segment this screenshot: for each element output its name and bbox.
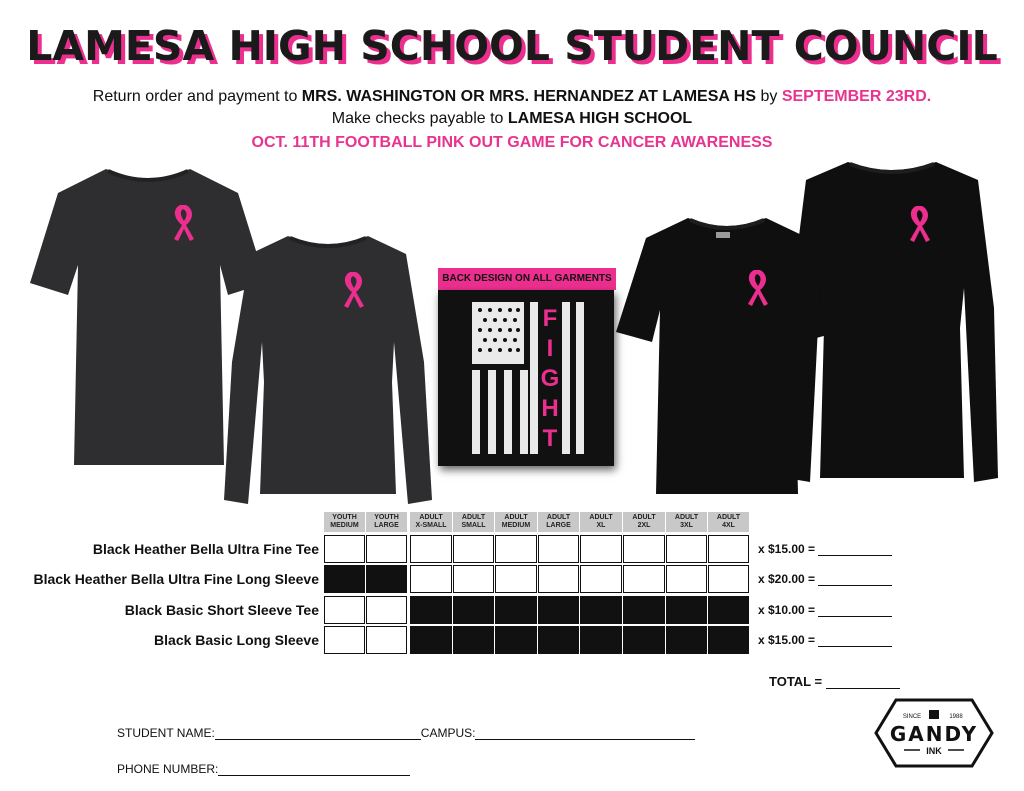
unavailable-cell — [366, 565, 407, 593]
phone-field[interactable] — [218, 764, 410, 776]
price-text: x $10.00 = — [758, 603, 819, 617]
campus-field[interactable] — [475, 728, 695, 740]
product-name: Black Basic Long Sleeve — [154, 632, 319, 648]
size-header — [324, 512, 365, 532]
quantity-cell[interactable] — [580, 535, 622, 563]
checks-payee: LAMESA HIGH SCHOOL — [507, 110, 693, 127]
size-header-line: ADULT — [546, 514, 571, 521]
size-header-line: ADULT — [674, 514, 699, 521]
size-header-line: ADULT — [504, 514, 528, 521]
unavailable-cell — [666, 626, 707, 654]
size-header-line: LARGE — [374, 522, 399, 529]
quantity-cell[interactable] — [623, 565, 665, 593]
size-header-line: ADULT — [589, 514, 613, 521]
unavailable-cell — [453, 596, 494, 624]
unavailable-cell — [623, 626, 665, 654]
logo-tshirt-icon — [929, 710, 939, 719]
price-text: x $15.00 = — [758, 542, 819, 556]
quantity-cell[interactable] — [324, 596, 365, 624]
unavailable-cell — [708, 626, 749, 654]
total-field[interactable] — [826, 677, 900, 689]
quantity-cell[interactable] — [580, 565, 622, 593]
unavailable-cell — [453, 626, 494, 654]
size-header-line: 3XL — [680, 522, 693, 529]
unavailable-cell — [410, 596, 452, 624]
student-name-label: STUDENT NAME: — [117, 726, 215, 740]
quantity-cell[interactable] — [366, 626, 407, 654]
quantity-cell[interactable] — [366, 596, 407, 624]
campus-label: CAMPUS: — [420, 726, 476, 740]
quantity-cell[interactable] — [410, 535, 452, 563]
price-line — [758, 572, 892, 586]
phone-label: PHONE NUMBER: — [117, 762, 219, 776]
size-header-line: MEDIUM — [330, 522, 359, 529]
return-to: MRS. WASHINGTON OR MRS. HERNANDEZ AT LAMESA HS — [301, 88, 757, 105]
size-header-line: ADULT — [716, 514, 741, 521]
quantity-cell[interactable] — [495, 535, 537, 563]
quantity-cell[interactable] — [366, 535, 407, 563]
subtotal-field[interactable] — [818, 574, 892, 586]
size-header-line: MEDIUM — [501, 522, 531, 529]
checks-prefix: Make checks payable to — [331, 110, 508, 127]
quantity-cell[interactable] — [666, 535, 707, 563]
size-header — [495, 512, 537, 532]
quantity-cell[interactable] — [538, 565, 579, 593]
size-header-line: 4XL — [722, 522, 735, 529]
unavailable-cell — [708, 596, 749, 624]
logo-since: SINCE — [902, 714, 922, 720]
size-header-line: 2XL — [637, 522, 651, 529]
size-header-line: ADULT — [461, 514, 486, 521]
subtotal-field[interactable] — [818, 544, 892, 556]
price-line — [758, 542, 892, 556]
phone-row — [117, 762, 410, 776]
size-header-line: SMALL — [461, 522, 486, 529]
unavailable-cell — [410, 626, 452, 654]
unavailable-cell — [324, 565, 365, 593]
unavailable-cell — [538, 626, 579, 654]
product-name: Black Heather Bella Ultra Fine Tee — [92, 541, 319, 557]
size-header — [580, 512, 622, 532]
quantity-cell[interactable] — [708, 535, 749, 563]
size-header-line: ADULT — [632, 514, 656, 521]
size-header-line: YOUTH — [332, 514, 357, 521]
product-name: Black Basic Short Sleeve Tee — [124, 602, 319, 618]
page-title: LAMESA HIGH SCHOOL STUDENT COUNCIL — [26, 22, 998, 70]
unavailable-cell — [495, 626, 537, 654]
return-prefix: Return order and payment to — [92, 88, 302, 105]
logo-sub: INK — [926, 746, 942, 756]
heather-long-sleeve-image — [218, 232, 438, 510]
size-header-line: LARGE — [546, 522, 571, 529]
size-header-line: YOUTH — [374, 514, 399, 521]
svg-text:I: I — [546, 335, 554, 362]
svg-text:H: H — [541, 395, 559, 422]
deadline: SEPTEMBER 23RD. — [781, 88, 932, 105]
subtotal-field[interactable] — [818, 605, 892, 617]
unavailable-cell — [580, 596, 622, 624]
logo-year: 1988 — [949, 714, 963, 720]
gandy-ink-logo — [874, 698, 994, 768]
quantity-cell[interactable] — [410, 565, 452, 593]
unavailable-cell — [538, 596, 579, 624]
price-line — [758, 633, 892, 647]
back-design-label: BACK DESIGN ON ALL GARMENTS — [438, 268, 616, 290]
size-header — [623, 512, 665, 532]
size-header — [366, 512, 407, 532]
quantity-cell[interactable] — [495, 565, 537, 593]
unavailable-cell — [623, 596, 665, 624]
event-line: OCT. 11TH FOOTBALL PINK OUT GAME FOR CANCER AWARENESS — [251, 134, 773, 151]
svg-text:G: G — [540, 365, 560, 392]
quantity-cell[interactable] — [453, 565, 494, 593]
quantity-cell[interactable] — [666, 565, 707, 593]
unavailable-cell — [580, 626, 622, 654]
size-header — [666, 512, 707, 532]
quantity-cell[interactable] — [324, 626, 365, 654]
size-header-line: XL — [596, 522, 606, 529]
price-text: x $15.00 = — [758, 633, 819, 647]
size-header-line: X-SMALL — [415, 522, 447, 529]
unavailable-cell — [495, 596, 537, 624]
quantity-cell[interactable] — [708, 565, 749, 593]
return-instructions — [0, 88, 1024, 106]
student-name-field[interactable] — [215, 728, 421, 740]
size-header — [538, 512, 579, 532]
unavailable-cell — [666, 596, 707, 624]
quantity-cell[interactable] — [453, 535, 494, 563]
size-header-line: ADULT — [419, 514, 443, 521]
total-label: TOTAL = — [769, 674, 826, 689]
black-long-sleeve-image — [782, 158, 1002, 492]
subtotal-field[interactable] — [818, 635, 892, 647]
checks-instructions — [0, 110, 1024, 128]
quantity-cell[interactable] — [623, 535, 665, 563]
size-header — [410, 512, 452, 532]
return-by: by — [756, 88, 782, 105]
size-header — [453, 512, 494, 532]
quantity-cell[interactable] — [324, 535, 365, 563]
back-design-flag — [438, 290, 614, 466]
svg-text:F: F — [542, 305, 558, 332]
svg-text:T: T — [542, 425, 558, 452]
total-line — [769, 674, 900, 689]
quantity-cell[interactable] — [538, 535, 579, 563]
size-header — [708, 512, 749, 532]
student-name-row — [117, 726, 695, 740]
price-text: x $20.00 = — [758, 572, 819, 586]
logo-name: GANDY — [889, 722, 979, 746]
product-name: Black Heather Bella Ultra Fine Long Sleeve — [33, 571, 319, 587]
price-line — [758, 603, 892, 617]
